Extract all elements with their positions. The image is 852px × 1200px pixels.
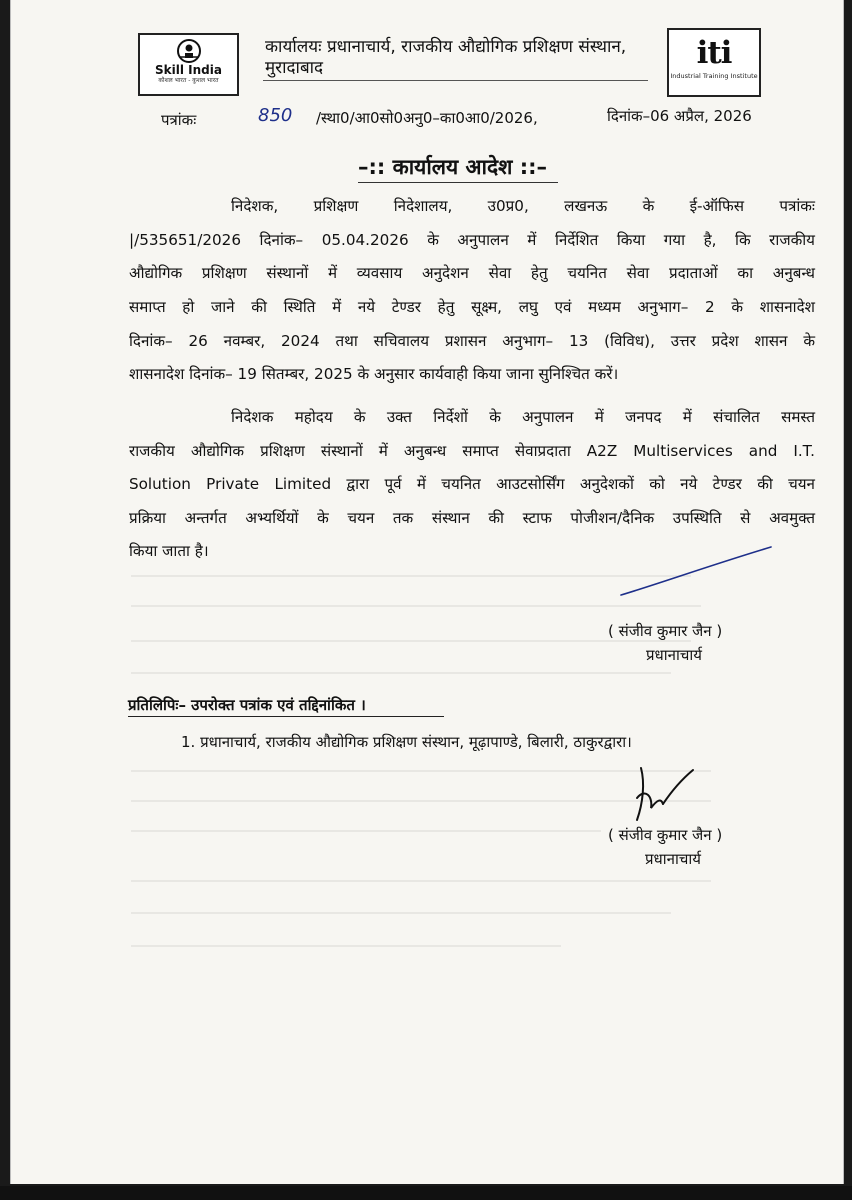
para2-line: निदेशक महोदय के उक्त निर्देशों के अनुपालन में जनपद में संचालित समस्त: [231, 408, 815, 426]
para1-line: शासनादेश दिनांक– 19 सितम्बर, 2025 के अनुसार कार्यवाही किया जाना सुनिश्चित करें।: [129, 365, 619, 383]
reference-number: 850: [258, 105, 293, 126]
document-title: –:: कार्यालय आदेश ::–: [358, 155, 548, 179]
reference-label: पत्रांकः: [161, 111, 197, 129]
iti-logo-caption: Industrial Training Institute: [670, 72, 758, 80]
header-underline: [263, 80, 648, 81]
signatory-name-1: ( संजीव कुमार जैन ): [608, 622, 723, 640]
para2-line: प्रक्रिया अन्तर्गत अभ्यर्थियों के चयन तक संस्थान की स्टाफ पोजीशन/दैनिक उपस्थिति से अवमुक्त: [129, 509, 815, 527]
reference-path: /स्था0/आ0सो0अनु0–का0आ0/2026,: [316, 109, 538, 127]
reference-date: दिनांक–06 अप्रैल, 2026: [607, 107, 752, 125]
office-name-line2: मुरादाबाद: [265, 58, 324, 78]
signature-stroke-1: [611, 535, 781, 605]
skill-india-emblem-icon: [176, 38, 202, 64]
para2-line: Solution Private Limited द्वारा पूर्व में चयनित आउटसोर्सिंग अनुदेशकों को नये टेण्डर की चयन: [129, 475, 815, 493]
document-page: [10, 0, 844, 1184]
para1-line: दिनांक– 26 नवम्बर, 2024 तथा सचिवालय प्रशासन अनुभाग– 13 (विविध), उत्तर प्रदेश शासन के: [129, 332, 815, 350]
office-name-line1: कार्यालयः प्रधानाचार्य, राजकीय औद्योगिक प्रशिक्षण संस्थान,: [265, 37, 627, 57]
title-underline: [358, 182, 558, 183]
signature-stroke-2: [623, 758, 703, 828]
para1-line: समाप्त हो जाने की स्थिति में नये टेण्डर हेतु सूक्ष्म, लघु एवं मध्यम अनुभाग– 2 के शासनादेश: [129, 298, 815, 316]
para1-line: निदेशक, प्रशिक्षण निदेशालय, उ0प्र0, लखनऊ के ई-ऑफिस पत्रांकः: [231, 197, 815, 215]
iti-logo-mark: iti: [696, 35, 732, 71]
para2-line: राजकीय औद्योगिक प्रशिक्षण संस्थानों में अनुबन्ध समाप्त सेवाप्रदाता A2Z Multiservices and I.T.: [129, 442, 815, 460]
copy-to-heading: प्रतिलिपिः– उपरोक्त पत्रांक एवं तद्दिनांकित ।: [128, 696, 366, 714]
signatory-designation-2: प्रधानाचार्य: [645, 850, 701, 868]
skill-india-title: Skill India: [155, 63, 222, 77]
skill-india-tagline: कौशल भारत - कुशल भारत: [158, 77, 219, 84]
copy-to-underline: [128, 716, 444, 717]
signatory-name-2: ( संजीव कुमार जैन ): [608, 826, 723, 844]
para2-line: किया जाता है।: [129, 542, 209, 560]
scan-border: [0, 1186, 852, 1200]
para1-line: औद्योगिक प्रशिक्षण संस्थानों में व्यवसाय अनुदेशन सेवा हेतु चयनित सेवा प्रदाताओं का अनुबन्ध: [129, 264, 815, 282]
skill-india-logo: [138, 33, 239, 96]
signatory-designation-1: प्रधानाचार्य: [646, 646, 702, 664]
iti-logo: [667, 28, 761, 97]
copy-to-item: 1. प्रधानाचार्य, राजकीय औद्योगिक प्रशिक्षण संस्थान, मूढ़ापाण्डे, बिलारी, ठाकुरद्वारा।: [181, 733, 632, 751]
para1-line: |/535651/2026 दिनांक– 05.04.2026 के अनुपालन में निर्देशित किया गया है, कि राजकीय: [129, 231, 815, 249]
